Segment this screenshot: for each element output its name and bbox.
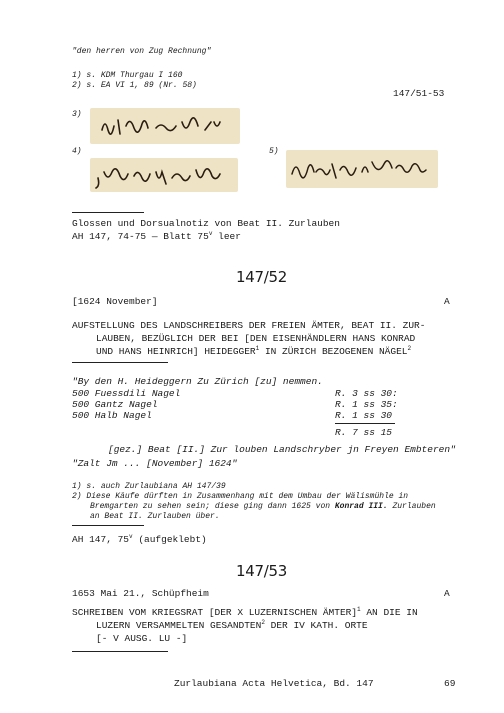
item-label: 500 Gantz Nagel	[72, 399, 158, 410]
document-date: [1624 November]	[72, 296, 158, 307]
footnote-2	[72, 81, 197, 90]
document-title-line-2	[96, 620, 368, 631]
verso-superscript: v	[129, 532, 133, 540]
caption-line-2	[72, 231, 241, 242]
footnote-2-line-3: an Beat II. Zurlauben über.	[90, 512, 220, 521]
document-category: A	[444, 296, 450, 307]
item-amount: R. 1 ss 30	[335, 410, 393, 421]
document-number: 147/53	[236, 562, 287, 580]
separator-rule	[72, 525, 144, 526]
title-text: UND HANS HEINRICH] HEIDEGGER	[96, 346, 256, 357]
footnote-1	[72, 482, 226, 491]
footnote-text: s. auch Zurlaubiana AH 147/39	[86, 482, 226, 491]
footnote-1	[72, 71, 182, 80]
document-title-line-1: AUFSTELLUNG DES LANDSCHREIBERS DER FREIEN ÄMTER, BEAT II. ZUR-	[72, 320, 426, 331]
footnote-ref: 1	[255, 344, 260, 352]
title-text: DER IV KATH. ORTE	[264, 620, 368, 631]
verso-superscript: v	[208, 229, 213, 237]
signature-line: [gez.] Beat [II.] Zur louben Landschryber jn Freyen Embteren"	[108, 444, 456, 455]
caption-text: AH 147, 74-75 — Blatt 75	[72, 231, 209, 242]
separator-rule	[72, 651, 168, 652]
footnote-number: 2)	[72, 492, 82, 501]
image-label-3: 3)	[72, 110, 82, 119]
footnote-ref: 2	[261, 618, 265, 626]
caption-line-1: Glossen und Dorsualnotiz von Beat II. Zurlauben	[72, 218, 340, 229]
transcription-intro: "By den H. Heideggern Zu Zürich [zu] nemmen.	[72, 376, 323, 387]
title-text: AN DIE IN	[360, 607, 418, 618]
footnote-bold-name: Konrad III.	[334, 502, 388, 511]
footnote-text: Zurlauben	[387, 502, 436, 511]
document-title-line-3: [- V AUSG. LU -]	[96, 633, 188, 644]
title-text: SCHREIBEN VOM KRIEGSRAT [DER X LUZERNISCHEN ÄMTER]	[72, 607, 358, 618]
footnote-2	[72, 492, 408, 501]
handwriting-scan-5	[286, 150, 438, 188]
footnote-2-line-2	[90, 502, 436, 511]
document-title-line-3	[96, 346, 411, 357]
sum-rule	[335, 423, 395, 424]
item-label: 500 Halb Nagel	[72, 410, 152, 421]
top-quote: "den herren von Zug Rechnung"	[72, 47, 212, 56]
footnote-ref: 1	[357, 605, 361, 613]
handwriting-scan-3	[90, 108, 240, 144]
separator-rule	[72, 362, 168, 363]
footnote-number: 2)	[72, 81, 82, 90]
reference-text: AH 147, 75	[72, 534, 130, 545]
title-text: IN ZÜRICH BEZOGENEN NÄGEL	[259, 346, 408, 357]
page-number: 69	[444, 678, 456, 689]
footnote-text: Diese Käufe dürften in Zusammenhang mit dem Umbau der Wälismühle in	[86, 492, 409, 501]
footer-title: Zurlaubiana Acta Helvetica, Bd. 147	[174, 678, 374, 689]
document-date: 1653 Mai 21., Schüpfheim	[72, 588, 209, 599]
item-amount: R. 1 ss 35:	[335, 399, 398, 410]
handwriting-scan-4	[90, 158, 238, 192]
title-text: LUZERN VERSAMMELTEN GESANDTEN	[96, 620, 262, 631]
item-total: R. 7 ss 15	[335, 427, 393, 438]
caption-text-post: leer	[212, 231, 241, 242]
archive-reference	[72, 534, 207, 545]
reference-number: 147/51-53	[393, 88, 445, 99]
footnote-text: s. KDM Thurgau I 160	[86, 71, 183, 80]
document-title-line-1	[72, 607, 418, 618]
footnote-text: Bremgarten zu sehen sein; diese ging dann 1625 von	[90, 502, 335, 511]
document-category: A	[444, 588, 450, 599]
document-title-line-2: LAUBEN, BEZÜGLICH DER BEI [DEN EISENHÄNDLERN HANS KONRAD	[96, 333, 416, 344]
separator-rule	[72, 212, 144, 213]
footnote-number: 1)	[72, 482, 82, 491]
image-label-4: 4)	[72, 147, 82, 156]
image-label-5: 5)	[269, 147, 279, 156]
item-amount: R. 3 ss 30:	[335, 388, 398, 399]
footnote-text: s. EA VI 1, 89 (Nr. 58)	[86, 81, 197, 90]
payment-note: "Zalt Jm ... [November] 1624"	[72, 458, 238, 469]
document-number: 147/52	[236, 268, 287, 286]
item-label: 500 Fuessdili Nagel	[72, 388, 181, 399]
footnote-ref: 2	[407, 344, 412, 352]
footnote-number: 1)	[72, 71, 82, 80]
reference-text-post: (aufgeklebt)	[132, 534, 207, 545]
